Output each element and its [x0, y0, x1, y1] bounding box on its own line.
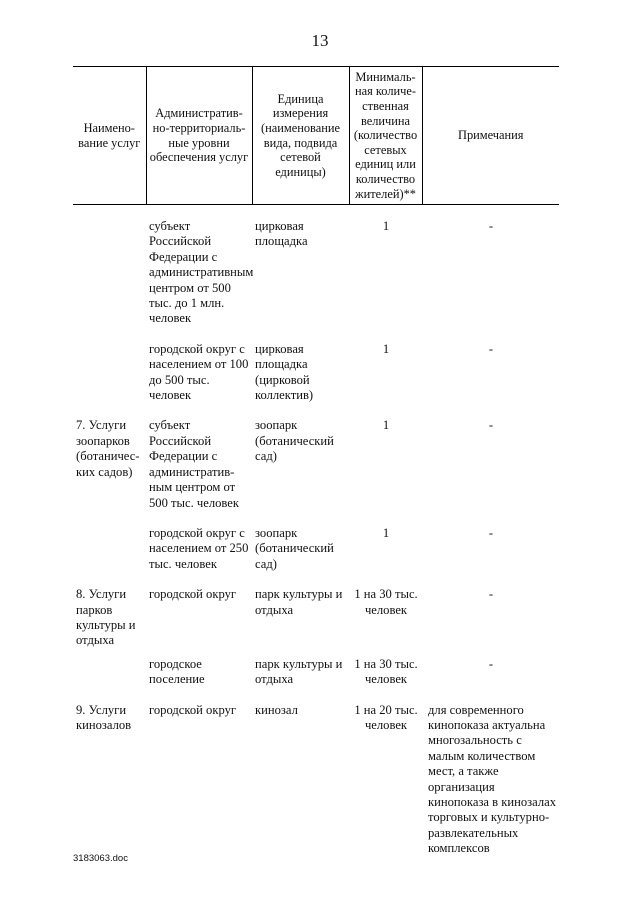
cell-level: городской округ	[149, 702, 237, 717]
cell-unit: цирковая площадка (цирковой коллектив)	[255, 341, 314, 403]
table-row	[73, 342, 559, 404]
cell-level: субъект Российской Федерации с административ-ным центром от 500 тыс. человек	[149, 418, 239, 510]
cell-level: городской округ	[149, 587, 237, 602]
cell-level: городское поселение	[149, 656, 205, 687]
cell-level: городской округ с населением от 100 до 500 тыс. человек	[149, 341, 249, 403]
header-min-value: Минималь-ная количе-ственная величина (количество сетевых единиц или количество жителей)**	[349, 67, 422, 205]
table-row	[73, 418, 559, 510]
cell-value: 1 на 20 тыс. человек	[354, 702, 418, 732]
header-service: Наимено-вание услуг	[73, 67, 146, 205]
cell-note: для современного кинопоказа актуальна многозальность с малым количеством мест, а также организация кинопоказа в кинозалах торговых и культурно-развлекательных комплексов	[428, 702, 556, 856]
table-row	[73, 587, 559, 649]
cell-value: 1	[382, 219, 390, 233]
cell-level: городской округ с населением от 250 тыс. человек	[149, 525, 249, 571]
cell-note: -	[488, 219, 494, 233]
header-level: Административ-но-территориаль-ные уровни обеспечения услуг	[146, 67, 252, 205]
cell-unit: цирковая площадка	[255, 219, 308, 249]
cell-note: -	[488, 525, 494, 540]
cell-note: -	[488, 341, 494, 356]
cell-value: 1 на 30 тыс. человек	[354, 587, 418, 617]
table-header-row	[73, 67, 559, 205]
header-notes: Примечания	[422, 67, 559, 205]
table-row	[73, 219, 559, 327]
services-table	[73, 66, 559, 857]
cell-note: -	[488, 587, 494, 602]
cell-value: 1	[382, 418, 390, 433]
cell-service	[73, 342, 146, 404]
table-row	[73, 703, 559, 857]
cell-unit: кинозал	[255, 702, 298, 717]
cell-value: 1 на 30 тыс. человек	[354, 656, 418, 687]
table-row	[73, 657, 559, 688]
cell-service	[73, 219, 146, 327]
cell-value: 1	[382, 341, 390, 356]
cell-level: субъект Российской Федерации с административным центром от 500 тыс. до 1 млн. человек	[149, 219, 254, 326]
table-row	[73, 526, 559, 572]
page-number: 13	[311, 31, 329, 50]
header-unit: Единица измерения (наименование вида, подвида сетевой единицы)	[252, 67, 349, 205]
document-footer: 3183063.doc	[73, 853, 128, 864]
cell-service: 9. Услуги кинозалов	[76, 702, 132, 732]
cell-unit: парк культуры и отдыха	[255, 656, 343, 687]
cell-note: -	[488, 656, 494, 671]
cell-service: 8. Услуги парков культуры и отдыха	[76, 587, 136, 648]
cell-note: -	[488, 418, 494, 433]
cell-service: 7. Услуги зоопарков (ботаничес-ких садов)	[76, 418, 140, 479]
cell-service	[73, 657, 146, 688]
cell-unit: зоопарк (ботанический сад)	[255, 418, 334, 464]
cell-value: 1	[382, 525, 390, 540]
cell-unit: зоопарк (ботанический сад)	[255, 525, 334, 571]
cell-service	[73, 526, 146, 572]
cell-unit: парк культуры и отдыха	[255, 587, 343, 617]
